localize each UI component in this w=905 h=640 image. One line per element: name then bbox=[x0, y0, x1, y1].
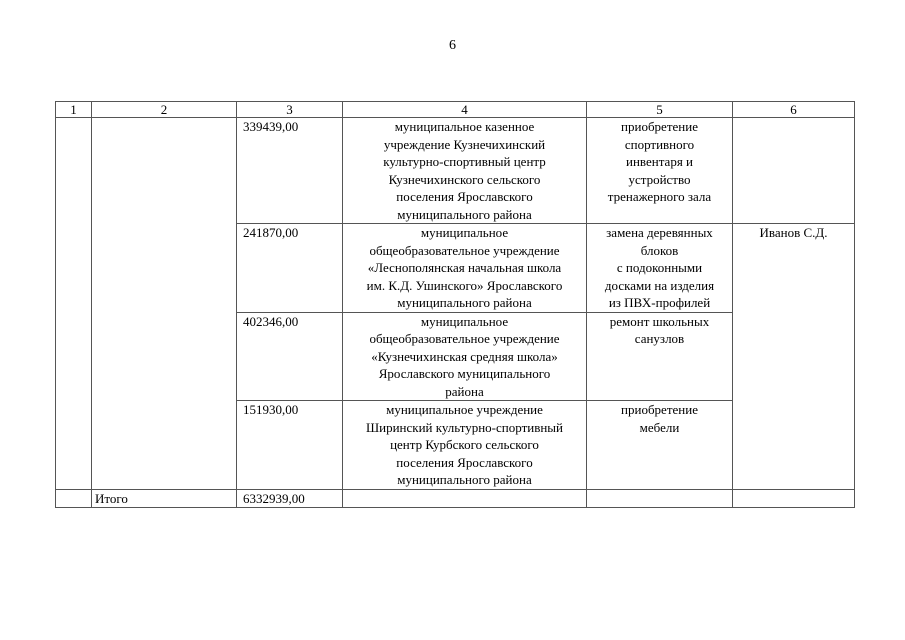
empty-cell bbox=[733, 489, 855, 508]
purpose-cell: приобретение мебели bbox=[587, 401, 733, 490]
empty-cell bbox=[343, 489, 587, 508]
header-cell: 2 bbox=[92, 102, 237, 118]
page-number: 6 bbox=[449, 38, 456, 53]
header-cell: 6 bbox=[733, 102, 855, 118]
institution-cell: муниципальное казенное учреждение Кузнечихинский культурно-спортивный центр Кузнечихинского сельского поселения Ярославского муниципального района bbox=[343, 118, 587, 224]
institution-cell: муниципальное общеобразовательное учреждение «Кузнечихинская средняя школа» Ярославского муниципального района bbox=[343, 312, 587, 401]
purpose-cell: ремонт школьных санузлов bbox=[587, 312, 733, 401]
table-header-row bbox=[56, 102, 855, 118]
index-cell bbox=[56, 489, 92, 508]
responsible-cell bbox=[733, 118, 855, 224]
institution-cell: муниципальное общеобразовательное учреждение «Леснополянская начальная школа им. К.Д. Ушинского» Ярославского муниципального района bbox=[343, 224, 587, 313]
total-row bbox=[56, 489, 855, 508]
institution-cell: муниципальное учреждение Ширинский культурно-спортивный центр Курбского сельского поселения Ярославского муниципального района bbox=[343, 401, 587, 490]
total-label: Итого bbox=[92, 489, 237, 508]
data-table bbox=[55, 101, 855, 508]
name-cell bbox=[92, 118, 237, 490]
index-cell bbox=[56, 118, 92, 490]
empty-cell bbox=[587, 489, 733, 508]
amount-cell: 241870,00 bbox=[237, 224, 343, 313]
amount-cell: 339439,00 bbox=[237, 118, 343, 224]
header-cell: 4 bbox=[343, 102, 587, 118]
table-row bbox=[56, 118, 855, 224]
purpose-cell: приобретение спортивного инвентаря и устройство тренажерного зала bbox=[587, 118, 733, 224]
header-cell: 3 bbox=[237, 102, 343, 118]
responsible-person: Иванов С.Д. bbox=[733, 224, 855, 490]
amount-cell: 402346,00 bbox=[237, 312, 343, 401]
total-amount: 6332939,00 bbox=[237, 489, 343, 508]
amount-cell: 151930,00 bbox=[237, 401, 343, 490]
purpose-cell: замена деревянных блоков с подоконными досками на изделия из ПВХ-профилей bbox=[587, 224, 733, 313]
header-cell: 5 bbox=[587, 102, 733, 118]
header-cell: 1 bbox=[56, 102, 92, 118]
